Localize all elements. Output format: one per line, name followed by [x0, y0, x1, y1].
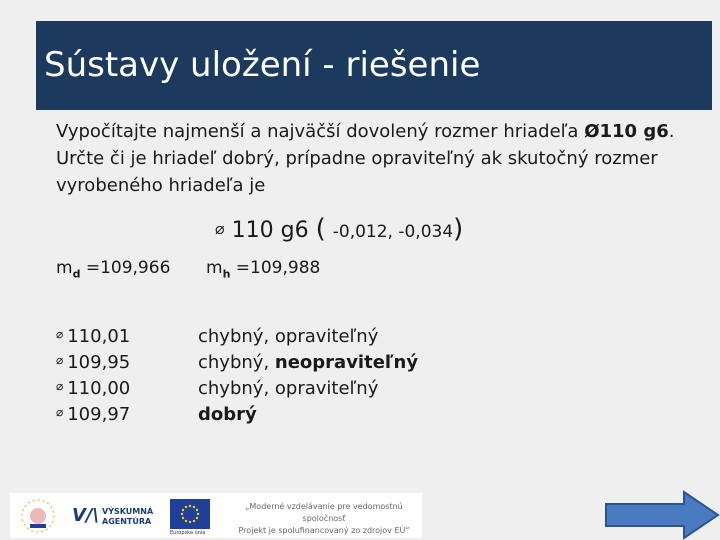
min-dimension [56, 258, 170, 280]
arrow-right-icon[interactable] [604, 490, 720, 540]
measured-number: 110,01 [67, 326, 131, 347]
measured-value [56, 326, 130, 347]
project-line1: „Moderné vzdelávanie pre vedomostnú spoločnosť [245, 502, 403, 523]
verdict-text: chybný, opraviteľný [198, 326, 379, 347]
diameter-icon: ⌀ [215, 219, 225, 238]
intro-part1: Vypočítajte najmenší a najväčší dovolený rozmer hriadeľa [56, 121, 585, 142]
md-label: m [56, 258, 73, 278]
diameter-icon: ⌀ [56, 379, 64, 393]
tolerance-spec [215, 214, 463, 244]
md-sub: d [72, 267, 81, 281]
eu-flag-caption: Európska únia [170, 530, 206, 536]
verdict-bold: dobrý [198, 404, 257, 425]
project-line2: Projekt je spolufinancovaný zo zdrojov EÚ“ [238, 526, 410, 535]
va-sign: V/\ [72, 505, 100, 526]
tolerance-nominal: 110 g6 [231, 218, 309, 243]
vyskumna-agentura-logo-icon [72, 499, 164, 533]
measured-value [56, 352, 130, 373]
md-value: =109,966 [80, 258, 171, 278]
diameter-icon: ⌀ [56, 353, 64, 367]
intro-paragraph [56, 118, 696, 199]
project-note [226, 501, 422, 537]
measured-number: 109,97 [67, 404, 131, 425]
tolerance-open-paren: ( [315, 214, 326, 244]
measured-value [56, 404, 130, 425]
verdict-bold: neopraviteľný [274, 352, 419, 373]
mh-sub: h [222, 267, 231, 281]
measured-number: 109,95 [67, 352, 131, 373]
eu-flag-icon [170, 499, 210, 529]
verdict [198, 352, 418, 373]
verdict-text: chybný, [198, 352, 275, 373]
eu-stars-logo-icon [18, 497, 58, 535]
verdict [198, 404, 257, 425]
va-text [102, 507, 153, 527]
intro-dimension: Ø110 g6 [584, 121, 669, 142]
verdict-text: chybný, opraviteľný [198, 378, 379, 399]
tolerance-deviations: -0,012, -0,034 [332, 222, 454, 242]
intro-part2: . Určte či je hriadeľ dobrý, prípadne opraviteľný ak skutočný rozmer vyrobeného hriadeľa je [56, 121, 675, 196]
measured-value [56, 378, 130, 399]
mh-value: =109,988 [230, 258, 321, 278]
tolerance-close-paren: ) [453, 214, 464, 244]
measured-number: 110,00 [67, 378, 131, 399]
verdict [198, 326, 378, 347]
intro-text [56, 118, 696, 199]
va-line1: VÝSKUMNÁ [102, 507, 154, 516]
title-bar [36, 21, 712, 110]
diameter-icon: ⌀ [56, 405, 64, 419]
va-line2: AGENTÚRA [102, 517, 152, 526]
slide-title: Sústavy uložení - riešenie [44, 45, 481, 85]
max-dimension [206, 258, 320, 280]
diameter-icon: ⌀ [56, 327, 64, 341]
verdict [198, 378, 378, 399]
footer-logos [10, 493, 422, 538]
mh-label: m [206, 258, 223, 278]
